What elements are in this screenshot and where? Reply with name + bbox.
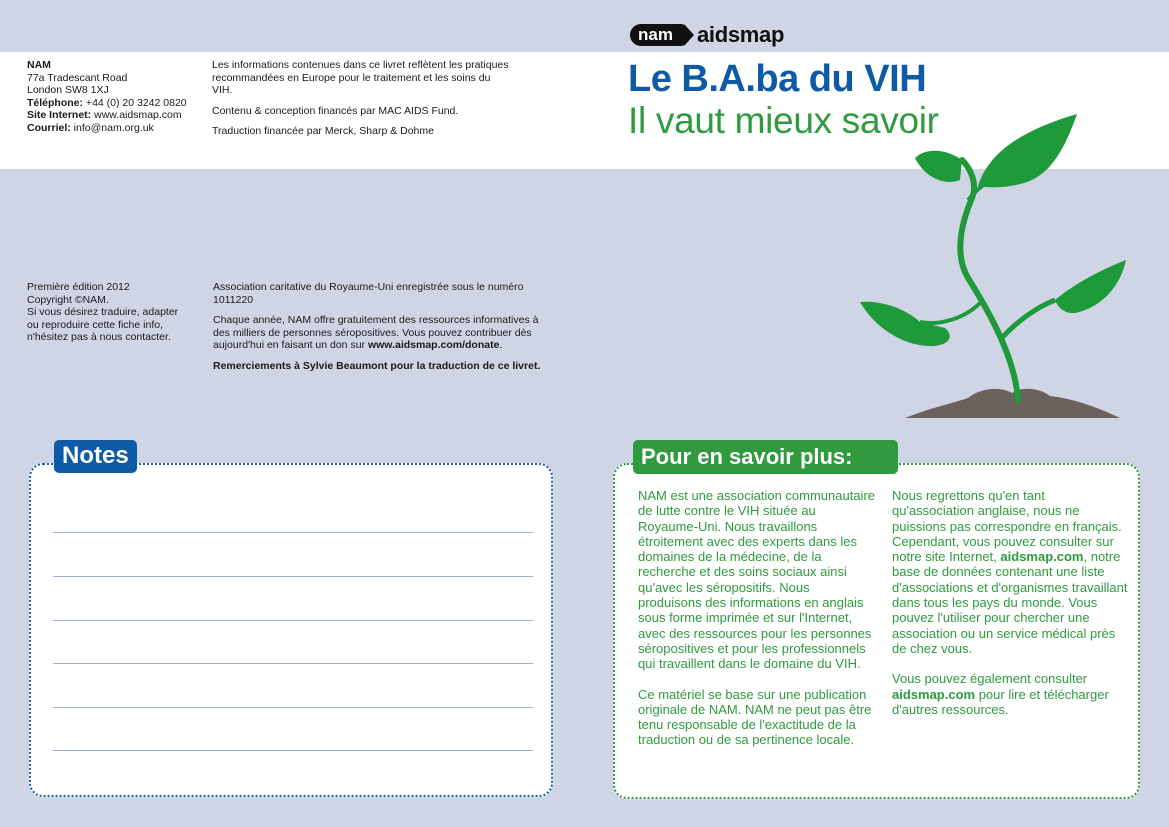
address-line-1: 77a Tradescant Road (27, 71, 128, 84)
donate-text-end: . (499, 339, 503, 352)
donate-text: Chaque année, NAM offre gratuitement des ressources informatives à des milliers de personnes séropositives. Vous pouvez contribuer dès aujourd'hui en faisant un don sur (213, 314, 539, 352)
phone-value: +44 (0) 20 3242 0820 (83, 96, 187, 109)
info-column-right (892, 488, 1130, 732)
leaf-top-left (915, 151, 962, 182)
info-column-left (638, 488, 875, 763)
charity-donate-text (213, 314, 558, 352)
contact-block (27, 59, 207, 135)
info-practices: Les informations contenues dans ce livret reflètent les pratiques recommandées en Europe pour le traitement et les soins du VIH. (212, 59, 509, 97)
disclaimer: Ce matériel se base sur une publication originale de NAM. NAM ne peut pas être tenu responsable de l'exactitude de la traduction ou de sa pertinence locale. (638, 686, 872, 748)
edition-line-3: Si vous désirez traduire, adapter (27, 306, 179, 319)
note-line[interactable] (53, 576, 533, 577)
charity-registration: Association caritative du Royaume-Uni enregistrée sous le numéro 1011220 (213, 281, 524, 306)
notes-heading: Notes (54, 440, 137, 473)
email-label: Courriel: (27, 121, 71, 134)
aidsmap-link-2[interactable]: aidsmap.com (892, 686, 976, 702)
resources-text: Vous pouvez également consulter (892, 671, 1088, 687)
aidsmap-link[interactable]: aidsmap.com (1000, 549, 1084, 565)
web-label: Site Internet: (27, 109, 92, 122)
donate-link[interactable]: www.aidsmap.com/donate (367, 339, 500, 352)
info-funding: Contenu & conception financés par MAC AIDS Fund. (212, 104, 459, 117)
org-name: NAM (27, 59, 51, 71)
address-line-2: London SW8 1XJ (27, 84, 109, 97)
resources-text-end: pour lire et télécharger d'autres ressources. (892, 686, 1109, 717)
leaf-right (1055, 260, 1126, 313)
note-line[interactable] (53, 532, 533, 533)
resources-paragraph (892, 671, 1130, 717)
phone-label: Téléphone: (27, 96, 84, 109)
email-value[interactable]: info@nam.org.uk (70, 121, 154, 134)
soil-mound (905, 389, 1120, 418)
edition-block (27, 281, 197, 344)
nam-description: NAM est une association communautaire de lutte contre le VIH située au Royaume-Uni. Nous travaillons étroitement avec des experts dans les domaines de la médecine, de la recherche et des soins sociaux ainsi qu'avec les séropositifs. Nous produisons des informations en anglais sous forme imprimée et sur l'Internet, avec des ressources pour les personnes séropositives et pour les professionnels qui travaillent dans le domaine du VIH. (638, 488, 876, 672)
nam-aidsmap-logo (630, 22, 784, 48)
note-line[interactable] (53, 707, 533, 708)
notes-box (29, 463, 553, 797)
plant-illustration (850, 108, 1140, 420)
web-value[interactable]: www.aidsmap.com (91, 109, 182, 122)
edition-line-5: n'hésitez pas à nous contacter. (27, 331, 171, 344)
edition-line-1: Première édition 2012 (27, 281, 130, 293)
top-info-block (212, 59, 512, 146)
info-translation: Traduction financée par Merck, Sharp & Dohme (212, 125, 434, 138)
edition-line-4: ou reproduire cette fiche info, (27, 318, 163, 331)
logo-aidsmap: aidsmap (696, 22, 785, 47)
note-line[interactable] (53, 750, 533, 751)
page-title: Le B.A.ba du VIH (628, 58, 927, 100)
edition-line-2: Copyright ©NAM. (27, 293, 109, 306)
logo-nam: nam (630, 24, 685, 46)
note-line[interactable] (53, 620, 533, 621)
note-line[interactable] (53, 663, 533, 664)
leaf-top-right (978, 114, 1077, 187)
regret-text-end: , notre base de données contenant une liste d'associations et d'organismes travaillant dans tous les pays du monde. Vous pouvez l'utiliser pour chercher une association ou un service médical près de chez vous. (892, 549, 1128, 656)
regret-text: Nous regrettons qu'en tant qu'association anglaise, nous ne puissions pas correspondre en français. Cependant, vous pouvez consulter sur notre site Internet, (892, 488, 1122, 565)
page-subtitle: Il vaut mieux savoir (628, 100, 939, 141)
charity-block (213, 281, 558, 381)
regret-paragraph (892, 488, 1130, 656)
translation-thanks: Remerciements à Sylvie Beaumont pour la traduction de ce livret. (213, 359, 541, 372)
info-heading: Pour en savoir plus: (633, 440, 898, 474)
